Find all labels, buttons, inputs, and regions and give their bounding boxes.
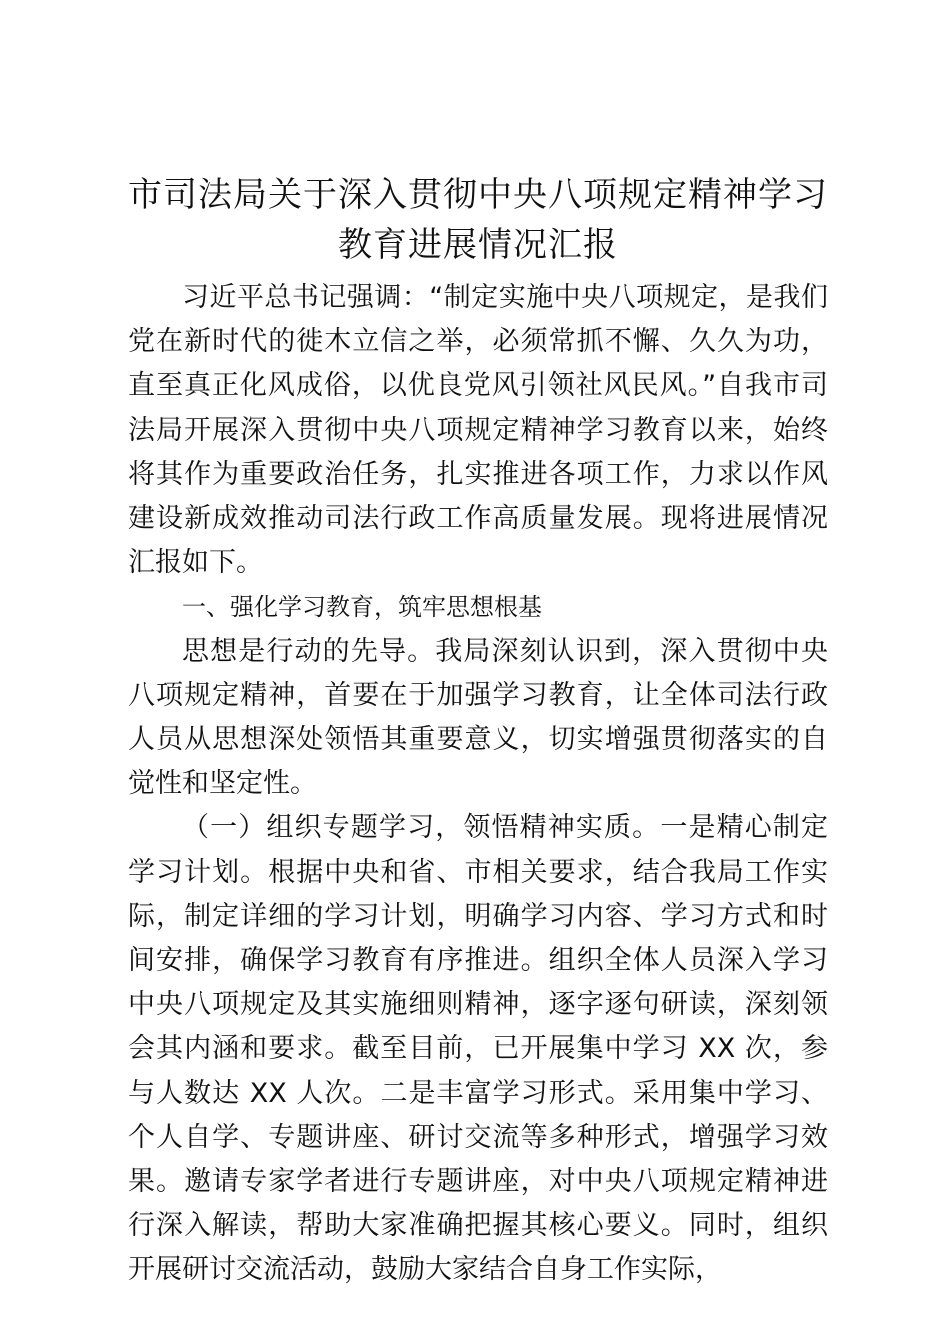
subsection-1-paragraph: （一）组织专题学习，领悟精神实质。一是精心制定学习计划。根据中央和省、市相关要求，结合我局工作实际，制定详细的学习计划，明确学习内容、学习方式和时间安排，确保学习教育有序推进。组织全体人员深入学习中央八项规定及其实施细则精神，逐字逐句研读，深刻领会其内涵和要求。截至目前，已开展集中学习 XX 次，参与人数达 XX 人次。二是丰富学习形式。采用集中学习、个人自学、专题讲座、研讨交流等多种形式，增强学习效果。邀请专家学者进行专题讲座，对中央八项规定精神进行深入解读，帮助大家准确把握其核心要义。同时，组织开展研讨交流活动，鼓励大家结合自身工作实际，: [128, 812, 828, 1286]
section-heading-1: 一、强化学习教育，筑牢思想根基: [182, 593, 542, 622]
document-title: 市司法局关于深入贯彻中央八项规定精神学习教育进展情况汇报: [128, 175, 828, 265]
intro-paragraph: 习近平总书记强调：“制定实施中央八项规定，是我们党在新时代的徙木立信之举，必须常抓不懈、久久为功，直至真正化风成俗，以优良党风引领社风民风。”自我市司法局开展深入贯彻中央八项规定精神学习教育以来，始终将其作为重要政治任务，扎实推进各项工作，力求以作风建设新成效推动司法行政工作高质量发展。现将进展情况汇报如下。: [128, 282, 828, 579]
document-body: [128, 170, 828, 1293]
section-1-paragraph: 思想是行动的先导。我局深刻认识到，深入贯彻中央八项规定精神，首要在于加强学习教育，让全体司法行政人员从思想深处领悟其重要意义，切实增强贯彻落实的自觉性和坚定性。: [128, 635, 828, 800]
